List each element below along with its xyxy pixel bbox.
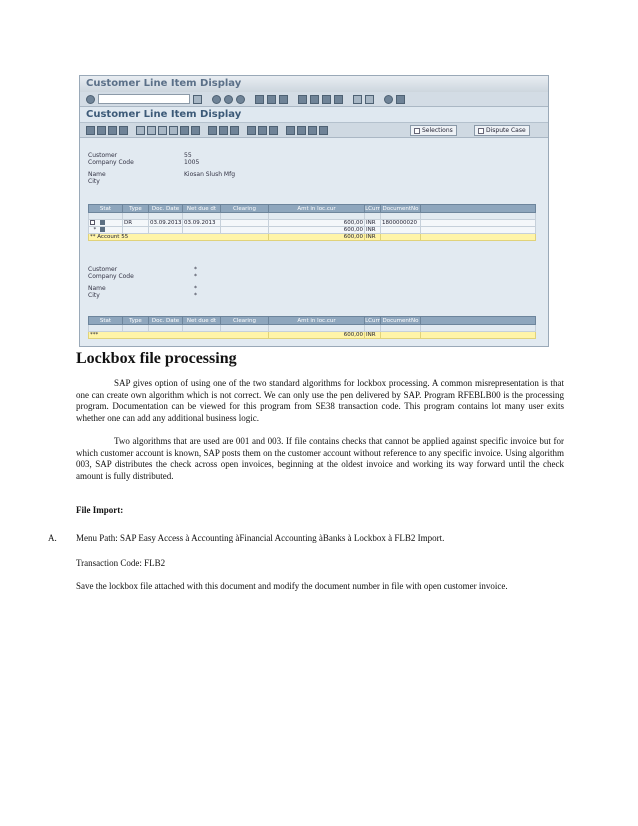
- first-item-icon[interactable]: [86, 126, 95, 135]
- exit-icon[interactable]: [224, 95, 233, 104]
- open-item-icon: [100, 220, 105, 225]
- save-instruction: Save the lockbox file attached with this document and modify the document number in file with open customer invoice.: [76, 581, 508, 591]
- table-spacer-row: [89, 213, 536, 220]
- find-next-icon[interactable]: [279, 95, 288, 104]
- deselect-icon[interactable]: [169, 126, 178, 135]
- transaction-code: Transaction Code: FLB2: [76, 558, 166, 568]
- col-docno[interactable]: DocumentNo: [381, 205, 421, 213]
- select-all-icon[interactable]: [158, 126, 167, 135]
- prev-item-icon[interactable]: [97, 126, 106, 135]
- table-header-row: [89, 205, 536, 213]
- document-icon[interactable]: [191, 126, 200, 135]
- last-page-icon[interactable]: [334, 95, 343, 104]
- enter-icon[interactable]: [86, 95, 95, 104]
- filter-icon[interactable]: [219, 126, 228, 135]
- col-clearing[interactable]: Clearing: [221, 205, 269, 213]
- table-row[interactable]: DR 03.09.2013 03.09.2013 600,00 INR 1800000020: [89, 220, 536, 227]
- col-lcurr[interactable]: LCurr: [365, 317, 380, 324]
- dispute-case-icon: [478, 128, 484, 134]
- subtotal-row: ** Account 55 600,00 INR: [89, 234, 536, 241]
- col-amount[interactable]: Amt in loc.cur: [269, 317, 365, 325]
- customer-header-1: Customer 55 Company Code 1005 Name Kiosan Slush Mfg City: [88, 152, 235, 185]
- sap-command-bar: [80, 92, 548, 107]
- paragraph-algorithm-codes: Two algorithms that are used are 001 and 003. If file contains checks that cannot be applied against specific invoice but for which customer account is known, SAP posts them on the customer account without reference to any specific invoice. Using algorithm 003, SAP distributes the check across open invoices, beginning at the oldest invoice and working its way forward until the check amount is fully distributed.: [76, 436, 564, 481]
- line-items-table-2: [88, 316, 536, 339]
- layout-save-icon[interactable]: [269, 126, 278, 135]
- col-stat[interactable]: Stat: [89, 205, 123, 213]
- sap-window-title: Customer Line Item Display: [80, 76, 548, 92]
- customer-header-2: Customer * Company Code * Name * City *: [88, 266, 197, 299]
- file-import-heading: File Import:: [76, 505, 124, 515]
- total-icon[interactable]: [230, 126, 239, 135]
- dispute-case-button[interactable]: Dispute Case: [474, 125, 530, 136]
- sap-app-title: Customer Line Item Display: [80, 107, 548, 123]
- table-header-row: [89, 317, 536, 325]
- col-clearing[interactable]: Clearing: [221, 317, 269, 325]
- first-page-icon[interactable]: [298, 95, 307, 104]
- mail-icon[interactable]: [319, 126, 328, 135]
- display-icon[interactable]: [136, 126, 145, 135]
- col-amount[interactable]: Amt in loc.cur: [269, 205, 365, 213]
- last-item-icon[interactable]: [119, 126, 128, 135]
- selections-button[interactable]: Selections: [410, 125, 457, 136]
- open-item-icon: [100, 227, 105, 232]
- col-doc-date[interactable]: Doc. Date: [149, 317, 183, 325]
- sap-application-toolbar: [80, 123, 548, 138]
- print-icon[interactable]: [255, 95, 264, 104]
- layout-select-icon[interactable]: [258, 126, 267, 135]
- help-icon[interactable]: [384, 95, 393, 104]
- copy-icon[interactable]: [180, 126, 189, 135]
- col-net-due[interactable]: Net due dt: [183, 205, 221, 213]
- shortcut-icon[interactable]: [365, 95, 374, 104]
- col-doc-date[interactable]: Doc. Date: [149, 205, 183, 213]
- sort-icon[interactable]: [208, 126, 217, 135]
- sap-screenshot: [79, 75, 549, 347]
- paragraph-algorithms: SAP gives option of using one of the two standard algorithms for lockbox processing. A common misrepresentation is that one can create own algorithm which is not correct. We can only use the pen delivered by SAP. Program RFEBLB00 is the processing program. Documentation can be viewed for this program from SE38 transaction code. This program contains lot many user exits whether one can add any additional business logic.: [76, 378, 564, 423]
- prev-page-icon[interactable]: [310, 95, 319, 104]
- line-items-table-1: [88, 204, 536, 241]
- row-checkbox[interactable]: [90, 220, 95, 225]
- new-session-icon[interactable]: [353, 95, 362, 104]
- change-icon[interactable]: [147, 126, 156, 135]
- sap-list-body: [80, 138, 548, 346]
- grand-total-row: *** 600,00 INR: [89, 332, 536, 339]
- layout-icon[interactable]: [396, 95, 405, 104]
- col-type[interactable]: Type: [123, 317, 149, 325]
- detail-icon[interactable]: [308, 126, 317, 135]
- selections-icon: [414, 128, 420, 134]
- col-docno[interactable]: DocumentNo: [381, 317, 421, 325]
- section-heading: Lockbox file processing: [76, 350, 237, 367]
- table-row[interactable]: * 600,00 INR: [89, 227, 536, 234]
- next-page-icon[interactable]: [322, 95, 331, 104]
- col-type[interactable]: Type: [123, 205, 149, 213]
- col-lcurr[interactable]: LCurr: [365, 205, 380, 212]
- export-icon[interactable]: [247, 126, 256, 135]
- list-marker: A.: [48, 533, 57, 543]
- percent-icon[interactable]: [297, 126, 306, 135]
- col-net-due[interactable]: Net due dt: [183, 317, 221, 325]
- menu-path: Menu Path: SAP Easy Access à Accounting àFinancial Accounting àBanks à Lockbox à FLB2 Import.: [76, 533, 445, 543]
- command-field[interactable]: [98, 94, 190, 104]
- graphic-icon[interactable]: [286, 126, 295, 135]
- back-icon[interactable]: [212, 95, 221, 104]
- col-stat[interactable]: Stat: [89, 317, 123, 325]
- find-icon[interactable]: [267, 95, 276, 104]
- save-icon[interactable]: [193, 95, 202, 104]
- cancel-icon[interactable]: [236, 95, 245, 104]
- next-item-icon[interactable]: [108, 126, 117, 135]
- table-spacer-row: [89, 325, 536, 332]
